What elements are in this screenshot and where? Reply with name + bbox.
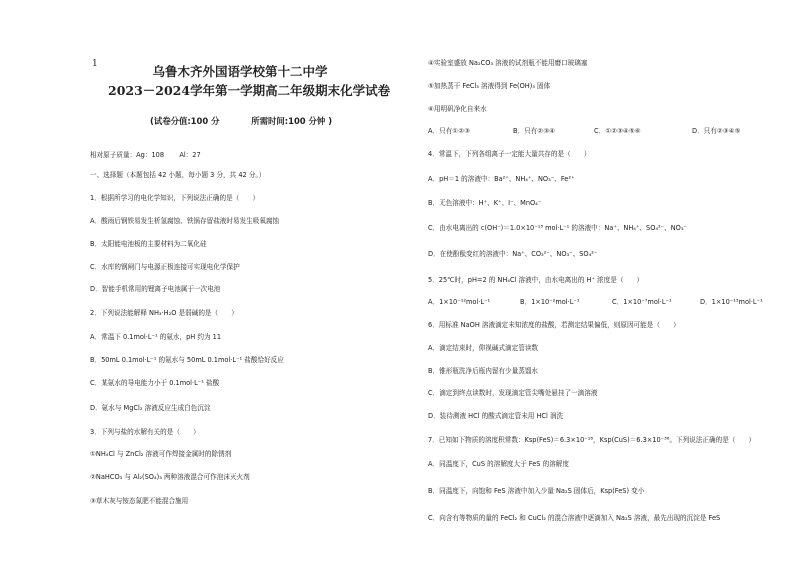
q7-option-a: A．同温度下，CuS 的溶解度大于 FeS 的溶解度 [428, 460, 569, 468]
question-1: 1．根据所学习的电化学知识，下列说法正确的是（ ） [90, 194, 260, 202]
q5-option-d: D．1×10⁻¹³mol·L⁻¹ [700, 298, 763, 306]
question-6: 6．用标准 NaOH 溶液滴定未知浓度的盐酸，若测定结果偏低，则原因可能是（ ） [428, 321, 680, 329]
q1-option-d: D．智能手机常用的锂离子电池属于一次电池 [90, 285, 221, 293]
q3-option-d: D．只有②③④⑤ [692, 127, 741, 135]
page-number: 1 [92, 59, 98, 69]
q3-item-5: ⑤加热蒸干 FeCl₃ 溶液得到 Fe(OH)₃ 固体 [428, 82, 551, 90]
q3-item-3: ③草木灰与铵态氮肥不能混合施用 [90, 497, 189, 505]
q3-option-c: C．①②③④⑤⑥ [594, 127, 641, 135]
atomic-mass-line: 相对原子质量：Ag：108 Al：27 [90, 151, 201, 159]
q5-option-c: C．1×10⁻⁷mol·L⁻¹ [612, 298, 672, 306]
question-3: 3．下列与盐的水解有关的是（ ） [90, 428, 200, 436]
q3-item-4: ④实验室盛放 Na₂CO₃ 溶液的试剂瓶不能用磨口玻璃塞 [428, 59, 588, 67]
time-text: 所需时间:100 分钟 ) [251, 116, 333, 126]
q4-option-a: A．pH＝1 的溶液中：Ba²⁺、NH₄⁺、NO₃⁻、Fe²⁺ [428, 175, 575, 183]
exam-title: 2023－2024学年第一学期高二年级期末化学试卷 [108, 83, 391, 98]
q1-option-a: A．酸雨后钢铁易发生析氢腐蚀、铁锅存留盐液时易发生吸氧腐蚀 [90, 217, 280, 225]
q7-option-b: B．同温度下，向饱和 FeS 溶液中加入少量 Na₂S 固体后，Ksp(FeS) 变小 [428, 487, 645, 495]
q1-option-b: B．太阳能电池板的主要材料为二氧化硅 [90, 240, 207, 248]
q3-option-a: A．只有①②③ [428, 127, 471, 135]
q2-option-c: C．某氨水的导电能力小于 0.1mol·L⁻¹ 盐酸 [90, 379, 220, 387]
school-name: 乌鲁木齐外国语学校第十二中学 [152, 64, 328, 79]
q6-option-d: D．装待测液 HCl 的酸式滴定管未用 HCl 润洗 [428, 412, 564, 420]
q3-item-1: ①NH₄Cl 与 ZnCl₂ 溶液可作焊接金属时的除锈剂 [90, 450, 232, 458]
q6-option-a: A．滴定结束时，仰视碱式滴定管读数 [428, 344, 539, 352]
q3-item-6: ⑥用明矾净化自来水 [428, 105, 487, 113]
left-column [90, 0, 390, 562]
q4-option-b: B．无色溶液中：H⁺、K⁺、I⁻、MnO₄⁻ [428, 199, 542, 207]
q2-option-a: A．常温下 0.1mol·L⁻¹ 的氨水，pH 约为 11 [90, 333, 222, 341]
score-text: (试卷分值:100 分 [150, 116, 220, 126]
q4-option-d: D．在使酚酞变红的溶液中：Na⁺、CO₃²⁻、NO₃⁻、SO₄²⁻ [428, 250, 598, 258]
q5-option-b: B．1×10⁻²mol·L⁻¹ [520, 298, 580, 306]
q1-option-c: C．水库的钢闸门与电源正极连接可实现电化学保护 [90, 263, 240, 271]
q6-option-c: C．滴定到终点读数时，发现滴定管尖嘴处悬挂了一滴溶液 [428, 389, 598, 397]
right-column [428, 0, 773, 562]
section-heading: 一、选择题（本题包括 42 小题，每小题 3 分，共 42 分。） [90, 171, 266, 179]
question-7: 7．已知如下物质的溶度积常数：Ksp(FeS)＝6.3×10⁻¹⁸，Ksp(CuS)＝6.3×10⁻³⁶。下列说法正确的是（ ） [428, 436, 756, 444]
question-2: 2．下列说法能解释 NH₃·H₂O 是弱碱的是（ ） [90, 309, 238, 317]
q5-option-a: A．1×10⁻¹²mol·L⁻¹ [428, 298, 491, 306]
q4-option-c: C．由水电离出的 c(OH⁻)＝1.0×10⁻¹³ mol·L⁻¹ 的溶液中：Na⁺、NH₄⁺、SO₄²⁻、NO₃⁻ [428, 224, 687, 232]
question-5: 5．25℃时，pH=2 的 NH₄Cl 溶液中，由水电离出的 H⁺ 浓度是（ ） [428, 276, 644, 284]
q2-option-b: B．50mL 0.1mol·L⁻¹ 的氨水与 50mL 0.1mol·L⁻¹ 盐酸恰好反应 [90, 356, 284, 364]
q2-option-d: D．氨水与 MgCl₂ 溶液反应生成白色沉淀 [90, 404, 211, 412]
question-4: 4．常温下，下列各组离子一定能大量共存的是（ ） [428, 150, 591, 158]
q6-option-b: B．锥形瓶洗净后瓶内留有少量蒸馏水 [428, 367, 539, 375]
q7-option-c: C．向含有等物质的量的 FeCl₂ 和 CuCl₂ 的混合溶液中逐滴加入 Na₂S 溶液，最先出现的沉淀是 FeS [428, 514, 721, 522]
q3-item-2: ②NaHCO₃ 与 Al₂(SO₄)₃ 两种溶液混合可作泡沫灭火剂 [90, 473, 250, 481]
q3-option-b: B．只有②③④ [513, 127, 556, 135]
